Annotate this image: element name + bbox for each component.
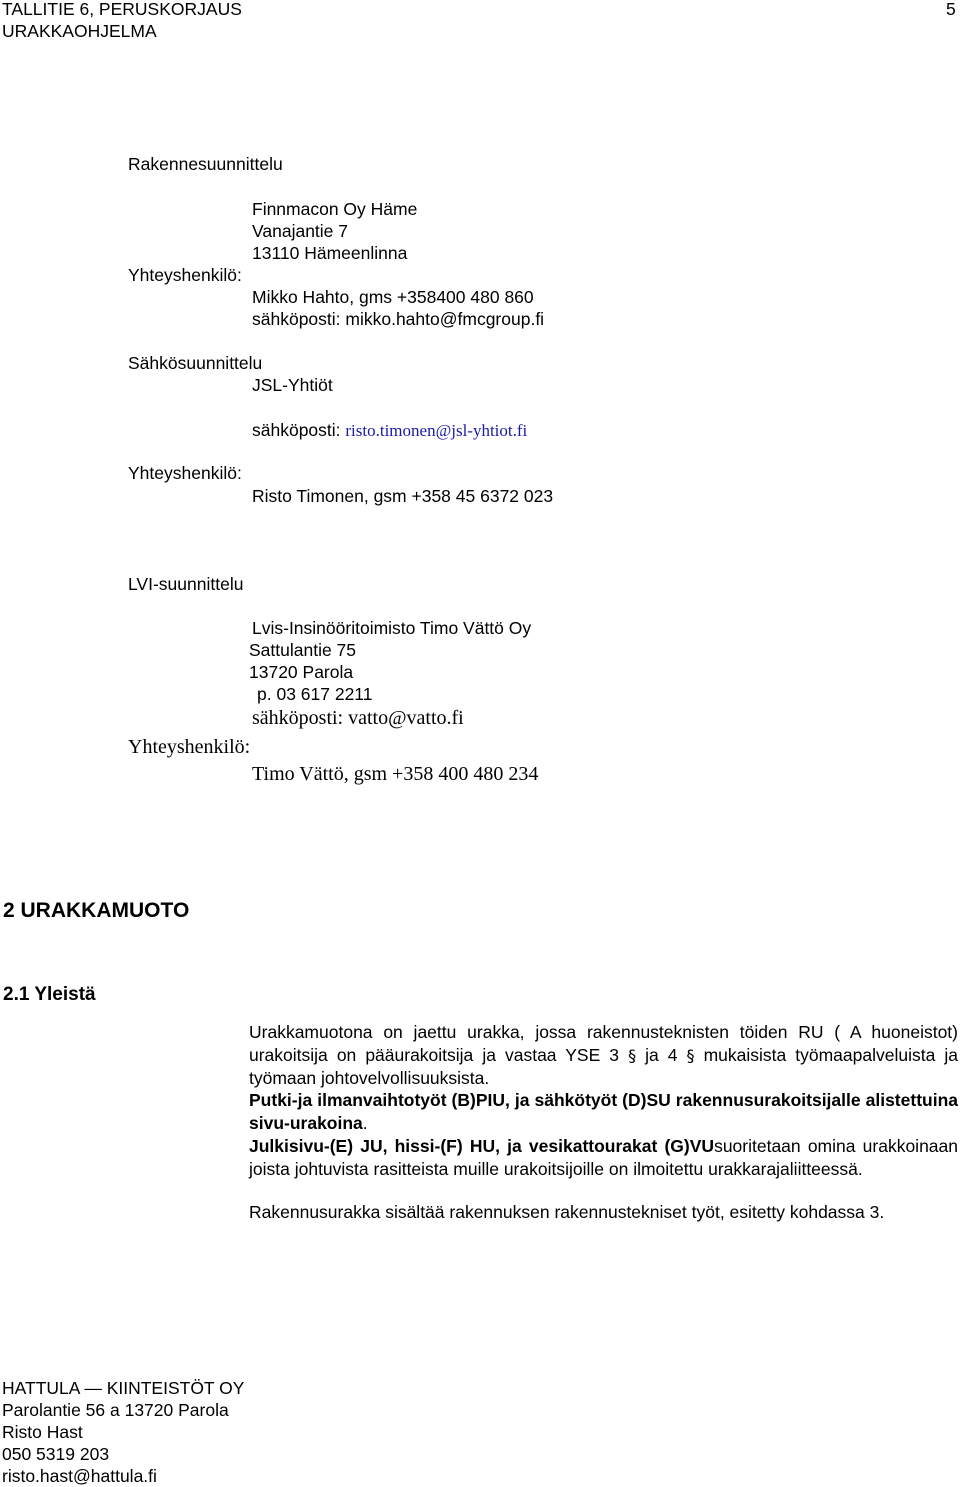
header-title: TALLITIE 6, PERUSKORJAUS bbox=[2, 0, 242, 19]
section-sign: § bbox=[686, 1045, 695, 1065]
page-number: 5 bbox=[946, 0, 956, 19]
lvi-street: Sattulantie 75 bbox=[249, 640, 357, 660]
footer-company: HATTULA — KIINTEISTÖT OY bbox=[2, 1378, 245, 1398]
lvi-city: 13720 Parola bbox=[249, 662, 354, 682]
paragraph-sivu-urakat: Putki-ja ilmanvaihtotyöt (B)PIU, ja sähkötyöt (D)SU rakennusurakoitsijalle alistettuina sivu-urakoina. bbox=[249, 1090, 958, 1133]
rakennesuunnittelu-heading: Rakennesuunnittelu bbox=[128, 154, 283, 174]
sahko-company: JSL-Yhtiöt bbox=[252, 375, 333, 395]
rakenne-city: 13110 Hämeenlinna bbox=[252, 243, 408, 263]
sahko-email-label: sähköposti: bbox=[252, 420, 346, 440]
rakenne-email: sähköposti: mikko.hahto@fmcgroup.fi bbox=[252, 309, 545, 329]
footer-address: Parolantie 56 a 13720 Parola bbox=[2, 1400, 229, 1420]
footer-email: risto.hast@hattula.fi bbox=[2, 1466, 157, 1486]
sahko-email-line bbox=[252, 419, 527, 442]
rakenne-company: Finnmacon Oy Häme bbox=[252, 199, 418, 219]
lvi-contact-label: Yhteyshenkilö: bbox=[128, 736, 251, 758]
footer-phone: 050 5319 203 bbox=[2, 1444, 110, 1464]
lvi-contact: Timo Vättö, gsm +358 400 480 234 bbox=[252, 763, 539, 785]
lvi-phone: p. 03 617 2211 bbox=[257, 684, 373, 704]
rakenne-contact-label: Yhteyshenkilö: bbox=[128, 265, 242, 285]
subsection-heading: 2.1 Yleistä bbox=[3, 984, 96, 1005]
sahkosuunnittelu-heading: Sähkösuunnittelu bbox=[128, 353, 263, 373]
header-subtitle: URAKKAOHJELMA bbox=[2, 21, 157, 41]
section-sign: § bbox=[628, 1045, 637, 1065]
lvi-email: sähköposti: vatto@vatto.fi bbox=[252, 707, 464, 729]
paragraph-omat-urakat: Julkisivu-(E) JU, hissi-(F) HU, ja vesikattourakat (G)VUsuoritetaan omina urakkoinaan joista johtuvista rasitteista muille urakoitsijoille on ilmoitettu urakkarajaliitteessä. bbox=[249, 1136, 958, 1179]
sahko-email-link[interactable]: risto.timonen@jsl-yhtiot.fi bbox=[345, 421, 528, 440]
footer-person: Risto Hast bbox=[2, 1422, 83, 1442]
paragraph-rakennusurakka: Rakennusurakka sisältää rakennuksen rakennustekniset työt, esitetty kohdassa 3. bbox=[249, 1202, 885, 1222]
rakenne-contact: Mikko Hahto, gms +358400 480 860 bbox=[252, 287, 534, 307]
section-heading: 2 URAKKAMUOTO bbox=[3, 899, 190, 922]
lvisuunnittelu-heading: LVI-suunnittelu bbox=[128, 574, 244, 594]
lvi-company: Lvis-Insinööritoimisto Timo Vättö Oy bbox=[252, 618, 532, 638]
paragraph-urakkamuoto: Urakkamuotona on jaettu urakka, jossa rakennusteknisten töiden RU ( A huoneistot) urakoitsija on pääurakoitsija ja vastaa YSE 3 § ja 4 § mukaisista työmaapalveluista ja työmaan johtovelvollisuuksista. bbox=[249, 1022, 958, 1088]
rakenne-street: Vanajantie 7 bbox=[252, 221, 349, 241]
sahko-contact: Risto Timonen, gsm +358 45 6372 023 bbox=[252, 486, 554, 506]
sahko-contact-label: Yhteyshenkilö: bbox=[128, 463, 242, 483]
